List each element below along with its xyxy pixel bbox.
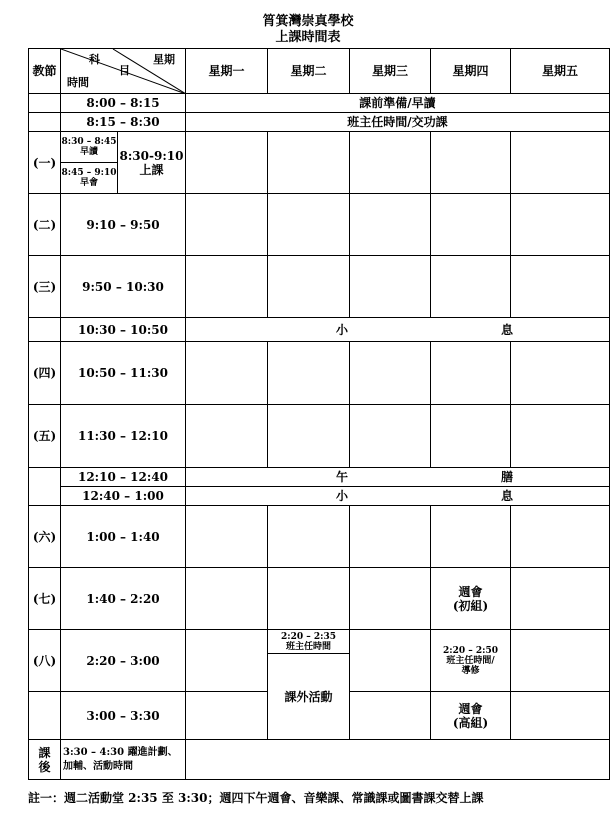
footnote: 註一：週二活動堂 2:35 至 3:30；週四下午週會、音樂課、常識課或圖書課交替上課 bbox=[28, 791, 484, 805]
corner-time: 時間 bbox=[67, 76, 89, 89]
period-label: (八) bbox=[29, 630, 61, 692]
day-fri: 星期五 bbox=[511, 49, 610, 94]
time-p4: 10:50 – 11:30 bbox=[61, 342, 186, 405]
day-thu: 星期四 bbox=[431, 49, 511, 94]
p1-sub2: 8:45 – 9:10 早會 bbox=[61, 163, 118, 194]
after-school-text: 3:30 – 4:30 躍進計劃、 加輔、活動時間 bbox=[61, 740, 186, 780]
period-label: (七) bbox=[29, 568, 61, 630]
day-wed: 星期三 bbox=[350, 49, 431, 94]
time-p7: 1:40 – 2:20 bbox=[61, 568, 186, 630]
corner-subject-b: 目 bbox=[119, 64, 130, 77]
time-r1: 8:00 – 8:15 bbox=[61, 94, 186, 113]
p1-main: 8:30-9:10 上課 bbox=[118, 132, 186, 194]
timetable bbox=[28, 48, 610, 780]
time-r2: 8:15 – 8:30 bbox=[61, 113, 186, 132]
corner-header bbox=[61, 49, 186, 94]
period-header: 教節 bbox=[29, 49, 61, 94]
break2: 小 息 bbox=[186, 487, 610, 506]
period-label: (五) bbox=[29, 405, 61, 468]
p8-tue-activity: 課外活動 bbox=[268, 654, 350, 740]
period-label: (三) bbox=[29, 256, 61, 318]
time-break2: 12:40 – 1:00 bbox=[61, 487, 186, 506]
period-label: (二) bbox=[29, 194, 61, 256]
time-p3: 9:50 – 10:30 bbox=[61, 256, 186, 318]
time-p6: 1:00 – 1:40 bbox=[61, 506, 186, 568]
day-tue: 星期二 bbox=[268, 49, 350, 94]
lunch: 午 膳 bbox=[186, 468, 610, 487]
time-lunch: 12:10 – 12:40 bbox=[61, 468, 186, 487]
time-p9: 3:00 – 3:30 bbox=[61, 692, 186, 740]
period-label: (四) bbox=[29, 342, 61, 405]
break1: 小 息 bbox=[186, 318, 610, 342]
p8-thu-homeroom: 2:20 – 2:50 班主任時間/ 導修 bbox=[431, 630, 511, 692]
time-break1: 10:30 – 10:50 bbox=[61, 318, 186, 342]
p8-tue-homeroom: 2:20 – 2:35 班主任時間 bbox=[268, 630, 350, 654]
span-r2: 班主任時間/交功課 bbox=[186, 113, 610, 132]
time-p2: 9:10 – 9:50 bbox=[61, 194, 186, 256]
school-name: 筲箕灣崇真學校 bbox=[262, 14, 354, 29]
time-p8: 2:20 – 3:00 bbox=[61, 630, 186, 692]
p1-sub1: 8:30 – 8:45 早讀 bbox=[61, 132, 118, 163]
p7-thu-assembly: 週會 (初組) bbox=[431, 568, 511, 630]
time-p5: 11:30 – 12:10 bbox=[61, 405, 186, 468]
span-r1: 課前準備/早讀 bbox=[186, 94, 610, 113]
after-school-label: 課 後 bbox=[29, 740, 61, 780]
period-label: (六) bbox=[29, 506, 61, 568]
corner-subject-a: 科 bbox=[89, 53, 100, 66]
period-label: (一) bbox=[29, 132, 61, 194]
day-mon: 星期一 bbox=[186, 49, 268, 94]
p9-thu-assembly: 週會 (高組) bbox=[431, 692, 511, 740]
timetable-title: 上課時間表 bbox=[275, 30, 341, 45]
corner-week: 星期 bbox=[153, 53, 175, 66]
